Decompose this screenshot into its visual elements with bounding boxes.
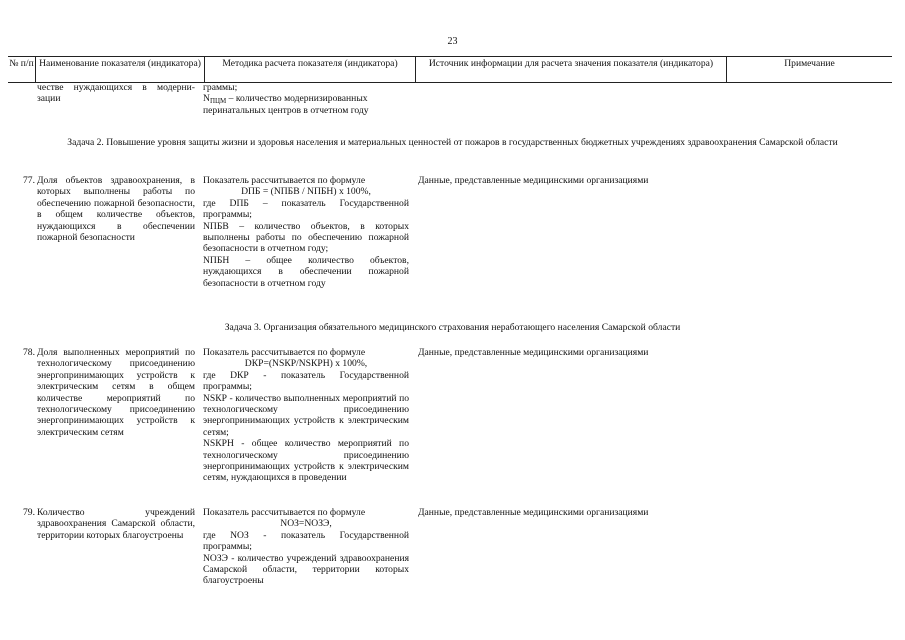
page-number: 23 (447, 36, 458, 47)
header-col-method: Методика расчета показателя (индикатора) (222, 58, 398, 69)
header-col-number: № п/п (9, 58, 34, 69)
indicator-source: Данные, представленные медицинскими организациями (418, 347, 649, 358)
row-number: 79. (23, 507, 35, 518)
header-col-source: Источник информации для расчета значения показателя (индикатора) (428, 58, 714, 69)
task-2-heading: Задача 2. Повышение уровня защиты жизни и здоровья населения и материальных ценностей от пожаров в государственных бюджетных учреждениях здравоохранения Самарской области (67, 137, 838, 148)
indicator-source: Данные, представленные медицинскими организациями (418, 175, 649, 186)
header-col-name: Наименование показателя (индикатора) (39, 58, 201, 69)
indicator-name: Доля выполненных мероприятий по технологическому присоединению энергопринимающих устройств к электрическим сетям в общем количестве мероприятий по технологическому присоединению энергопринимающих устройств к электрическим сетям (37, 347, 195, 438)
indicator-method: Показатель рассчитывается по формуле DПБ = (NПБВ / NПБН) х 100%, где DПБ – показатель Государственной программы; NПБВ – количество объектов, в которых выполнены работы по обеспечению пожарной безопасности в отчетном году; NПБН – общее количество объектов, нуждающихся в обеспечении пожарной безопасности в отчетном году (203, 175, 409, 289)
header-col-note: Примечание (784, 58, 835, 69)
indicator-method: Показатель рассчитывается по формуле NОЗ=NОЗЭ, где NОЗ - показатель Государственной программы; NОЗЭ - количество учреждений здравоохранения Самарской области, территории которых благоустроены (203, 507, 409, 587)
task-3-heading: Задача 3. Организация обязательного медицинского страхования неработающего населения Самарской области (224, 322, 681, 333)
continuation-name: честве нуждающихся в модерни-зации (37, 82, 195, 105)
indicator-method: Показатель рассчитывается по формуле DКР=(NSКР/NSКРН) х 100%, где DКР - показатель Государственной программы; NSКР - количество выполненных мероприятий по технологическому присоединению энергопринимающих устройств к электрическим сетям; NSКРН - общее количество мероприятий по технологическому присоединению энергопринимающих устройств к электрическим сетям, нуждающихся в проведении (203, 347, 409, 484)
indicator-source: Данные, представленные медицинскими организациями (418, 507, 649, 518)
indicator-name: Доля объектов здравоохранения, в которых выполнены работы по обеспечению пожарной безопасности, в общем количестве объектов, нуждающихся в обеспечении пожарной безопасности (37, 175, 195, 244)
table-header (8, 56, 892, 83)
continuation-method: граммы; $N_{ПЦМ}$ – количество модернизированных перинатальных центров в отчетном году (203, 82, 369, 116)
indicator-name: Количество учреждений здравоохранения Самарской области, территории которых благоустроены (37, 507, 195, 541)
row-number: 77. (23, 175, 35, 186)
row-number: 78. (23, 347, 35, 358)
